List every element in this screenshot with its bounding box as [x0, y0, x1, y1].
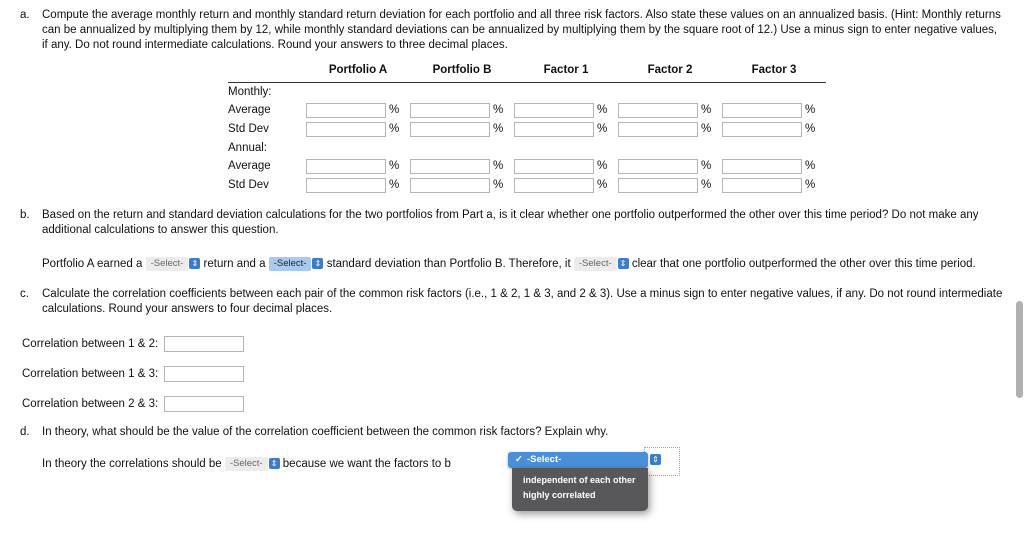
percent-sign: % — [389, 104, 400, 116]
percent-sign: % — [805, 160, 816, 172]
part-b-answer-sentence — [42, 254, 1004, 274]
percent-sign: % — [597, 104, 608, 116]
percent-sign: % — [597, 123, 608, 135]
select-clear-comparison[interactable] — [574, 258, 629, 270]
select-return-comparison[interactable] — [146, 258, 201, 270]
checkmark-icon: ✓ — [515, 454, 523, 465]
correlation-label-1-3: Correlation between 1 & 3: — [22, 367, 159, 380]
part-b-text: Based on the return and standard deviation calculations for the two portfolios from Part a, is it clear whether one portfolio outperformed the other over this time period? Do not make any additional calculations to answer this question. — [42, 209, 979, 236]
select-spinner-icon[interactable]: ⇕ — [650, 454, 661, 465]
sentence-segment: clear that one portfolio outperformed the other over — [631, 258, 892, 270]
sentence-segment: because we want the factors to b — [282, 458, 451, 470]
part-d-answer-sentence — [42, 454, 1004, 500]
correlation-row-1-3 — [22, 365, 1024, 383]
select-value: -Select- — [146, 257, 189, 271]
column-header-factor-3: Factor 3 — [751, 64, 797, 76]
part-b-label: b. — [20, 209, 30, 221]
select-correlation-theory[interactable] — [225, 458, 280, 470]
input-annual-average-factor-2[interactable] — [618, 159, 698, 174]
question-part-a — [0, 8, 1024, 195]
part-d-text: In theory, what should be the value of the correlation coefficient between the common risk factors? Explain why. — [42, 426, 609, 438]
table-row-annual-average — [228, 157, 826, 176]
select-value: -Select- — [269, 257, 312, 271]
sentence-segment: In theory the correlations should be — [42, 458, 222, 470]
percent-sign: % — [701, 160, 712, 172]
table-header-row — [228, 63, 826, 83]
correlation-label-2-3: Correlation between 2 & 3: — [22, 397, 159, 410]
table-row-monthly-average — [228, 101, 826, 120]
dropdown-selected-option[interactable] — [508, 452, 648, 468]
section-label-annual: Annual: — [228, 141, 268, 154]
part-a-label: a. — [20, 9, 30, 21]
input-annual-average-portfolio-a[interactable] — [306, 159, 386, 174]
column-header-portfolio-b: Portfolio B — [432, 64, 492, 76]
input-correlation-1-3[interactable] — [164, 366, 244, 382]
input-monthly-stddev-factor-2[interactable] — [618, 122, 698, 137]
percent-sign: % — [597, 160, 608, 172]
input-monthly-average-portfolio-b[interactable] — [410, 103, 490, 118]
dropdown-selected-label: -Select- — [526, 454, 562, 465]
input-annual-stddev-factor-2[interactable] — [618, 178, 698, 193]
select-value: -Select- — [574, 257, 617, 271]
percent-sign: % — [597, 179, 608, 191]
sentence-segment: standard deviation than Portfolio B. Therefore, it — [326, 258, 571, 270]
select-spinner-icon[interactable]: ⇕ — [618, 258, 629, 269]
percent-sign: % — [805, 123, 816, 135]
returns-table — [228, 63, 826, 195]
row-label-std-dev: Std Dev — [228, 123, 269, 135]
input-annual-average-factor-1[interactable] — [514, 159, 594, 174]
input-correlation-1-2[interactable] — [164, 336, 244, 352]
percent-sign: % — [493, 104, 504, 116]
input-monthly-average-factor-2[interactable] — [618, 103, 698, 118]
input-annual-average-factor-3[interactable] — [722, 159, 802, 174]
question-part-c — [0, 287, 1024, 317]
question-part-b — [0, 208, 1024, 274]
dropdown-option-correlated[interactable]: highly correlated — [523, 490, 596, 500]
input-monthly-average-portfolio-a[interactable] — [306, 103, 386, 118]
input-monthly-average-factor-3[interactable] — [722, 103, 802, 118]
select-spinner-icon[interactable]: ⇕ — [269, 458, 280, 469]
section-row-annual — [228, 139, 826, 157]
percent-sign: % — [701, 123, 712, 135]
correlation-label-1-2: Correlation between 1 & 2: — [22, 337, 159, 350]
input-annual-stddev-portfolio-b[interactable] — [410, 178, 490, 193]
percent-sign: % — [701, 104, 712, 116]
row-label-std-dev: Std Dev — [228, 179, 269, 191]
input-annual-average-portfolio-b[interactable] — [410, 159, 490, 174]
part-c-label: c. — [20, 288, 29, 300]
row-label-average: Average — [228, 160, 271, 172]
correlation-row-2-3 — [22, 395, 1024, 413]
percent-sign: % — [805, 179, 816, 191]
sentence-segment: return and a — [203, 258, 266, 270]
select-spinner-icon[interactable]: ⇕ — [189, 258, 200, 269]
select-value: -Select- — [225, 457, 268, 471]
input-monthly-stddev-portfolio-b[interactable] — [410, 122, 490, 137]
percent-sign: % — [389, 123, 400, 135]
part-c-text: Calculate the correlation coefficients between each pair of the common risk factors (i.e., 1 & 2, 1 & 3, and 2 & 3). Use a minus sign to enter negative values, if any. Do not round intermediate calculations. Round your answers to four decimal places. — [42, 288, 1003, 315]
question-part-d — [0, 425, 1024, 500]
select-spinner-icon[interactable]: ⇕ — [312, 258, 323, 269]
correlation-row-1-2 — [22, 335, 1024, 353]
row-label-average: Average — [228, 104, 271, 116]
sentence-segment: this time period. — [894, 258, 976, 270]
column-header-factor-1: Factor 1 — [543, 64, 589, 76]
column-header-factor-2: Factor 2 — [647, 64, 693, 76]
table-row-annual-stddev — [228, 176, 826, 195]
part-a-text: Compute the average monthly return and monthly standard return deviation for each portfolio and all three risk factors. Also state these values on an annualized basis. (Hint: Monthly returns can be annualized by multiplying them by 12, while monthly standard deviations can be annualized by multiplying them by the square root of 12.) Use a minus sign to enter negative values, if any. Do not round intermediate calculations. Round your answers to three decimal places. — [42, 9, 1001, 51]
input-correlation-2-3[interactable] — [164, 396, 244, 412]
scrollbar-thumb[interactable] — [1016, 301, 1023, 398]
input-annual-stddev-factor-1[interactable] — [514, 178, 594, 193]
section-row-monthly — [228, 83, 826, 101]
percent-sign: % — [389, 179, 400, 191]
input-monthly-stddev-factor-3[interactable] — [722, 122, 802, 137]
section-label-monthly: Monthly: — [228, 85, 272, 98]
input-monthly-average-factor-1[interactable] — [514, 103, 594, 118]
input-monthly-stddev-factor-1[interactable] — [514, 122, 594, 137]
dropdown-option-independent[interactable]: independent of each other — [523, 475, 636, 485]
percent-sign: % — [389, 160, 400, 172]
percent-sign: % — [493, 179, 504, 191]
input-annual-stddev-portfolio-a[interactable] — [306, 178, 386, 193]
column-header-portfolio-a: Portfolio A — [328, 64, 388, 76]
input-annual-stddev-factor-3[interactable] — [722, 178, 802, 193]
percent-sign: % — [493, 123, 504, 135]
percent-sign: % — [805, 104, 816, 116]
table-row-monthly-stddev — [228, 120, 826, 139]
percent-sign: % — [701, 179, 712, 191]
select-stddev-comparison[interactable] — [269, 258, 324, 270]
dropdown-menu — [512, 468, 648, 511]
percent-sign: % — [493, 160, 504, 172]
sentence-segment: Portfolio A earned a — [42, 258, 143, 270]
open-dropdown — [508, 452, 648, 511]
input-monthly-stddev-portfolio-a[interactable] — [306, 122, 386, 137]
part-d-label: d. — [20, 426, 30, 438]
